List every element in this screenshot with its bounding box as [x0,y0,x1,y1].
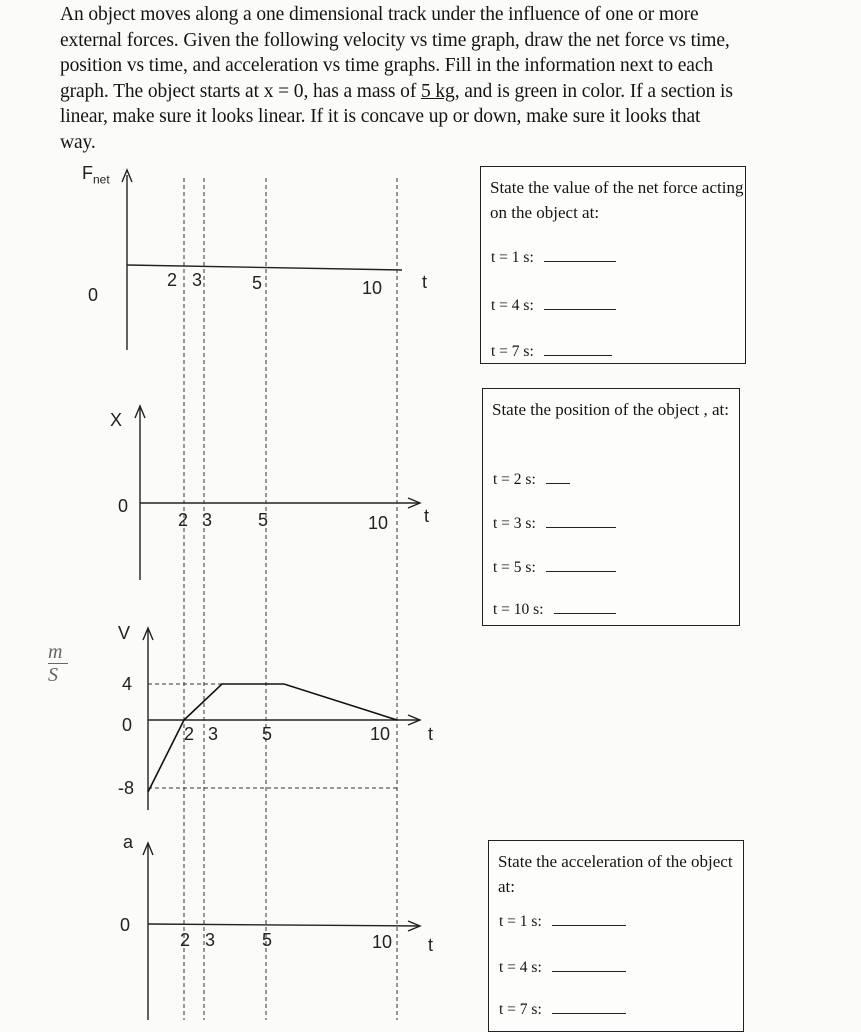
accel-question-t1: t = 1 s: [499,913,626,931]
mass-value: 5 kg, [420,80,460,102]
velocity-tick-10: 10 [370,724,391,744]
position-answer-t3[interactable] [546,515,616,528]
position-question-t10: t = 10 s: [493,601,616,619]
force-answer-t4[interactable] [544,297,616,310]
accel-answer-t1[interactable] [552,913,626,926]
accel-box-title: State the acceleration of the object at: [498,852,733,896]
accel-zero-label: 0 [120,915,131,935]
force-box-title: State the value of the net force acting on the object at: [490,178,744,222]
velocity-value-4: 4 [122,674,133,694]
position-tick-3: 3 [202,510,213,530]
velocity-axis-label: V [118,623,131,643]
force-answer-t7[interactable] [544,343,612,356]
velocity-tick-2: 2 [184,724,195,744]
position-question-t5: t = 5 s: [493,559,616,577]
force-question-t7: t = 7 s: [491,343,612,361]
position-axis-label: X [110,410,123,430]
accel-answer-t7[interactable] [552,1001,626,1014]
instructions-text-2: and is green in color. If a section is linear, make sure it looks linear. If it is concave up or down, make sure it looks that way. [60,80,733,153]
accel-answer-t4[interactable] [552,959,626,972]
velocity-tick-3: 3 [208,724,219,744]
force-answer-t1[interactable] [544,249,616,262]
position-tick-5: 5 [258,510,269,530]
accel-tick-2: 2 [180,930,191,950]
position-tick-10: 10 [368,513,389,533]
velocity-t-label: t [428,724,434,744]
accel-question-t4: t = 4 s: [499,959,626,977]
position-question-t3: t = 3 s: [493,515,616,533]
accel-tick-10: 10 [372,932,393,952]
position-answer-t5[interactable] [546,559,616,572]
force-axis-label: $F_{net}$ [82,163,110,187]
force-question-box [480,166,746,364]
accel-question-box [488,840,744,1032]
instructions-text-1: An object moves along a one dimensional track under the influence of one or more external forces. Given the following velocity vs time graph, draw the net force vs time, position vs time, and acceleration vs time graphs. Fill in the information next to each graph. The object starts at x = 0, has a mass of [60,4,730,102]
force-question-t4: t = 4 s: [491,297,616,315]
position-zero-label: 0 [118,496,129,516]
force-tick-10: 10 [362,278,383,298]
force-tick-3: 3 [192,270,203,290]
position-question-box [482,388,740,626]
accel-tick-5: 5 [262,930,273,950]
force-tick-2: 2 [167,270,178,290]
position-t-label: t [424,506,430,526]
position-box-title: State the position of the object , at: [492,400,730,419]
handwritten-units [48,643,68,684]
accel-t-axis [148,924,420,926]
force-tick-5: 5 [252,273,263,293]
handwritten-s: S [48,664,58,686]
velocity-value-neg8: -8 [118,778,135,798]
position-question-t2: t = 2 s: [493,471,570,489]
force-zero-label: 0 [88,285,99,305]
accel-tick-3: 3 [205,930,216,950]
position-tick-2: 2 [178,510,189,530]
accel-question-t7: t = 7 s: [499,1001,626,1019]
handwritten-m: m [48,641,63,663]
accel-axis-label: a [123,832,134,852]
position-answer-t10[interactable] [554,601,616,614]
velocity-zero-label: 0 [122,715,133,735]
accel-t-label: t [428,935,434,955]
velocity-tick-5: 5 [262,724,273,744]
force-question-t1: t = 1 s: [491,249,616,267]
force-t-label: t [422,272,428,292]
position-answer-t2[interactable] [546,471,570,484]
